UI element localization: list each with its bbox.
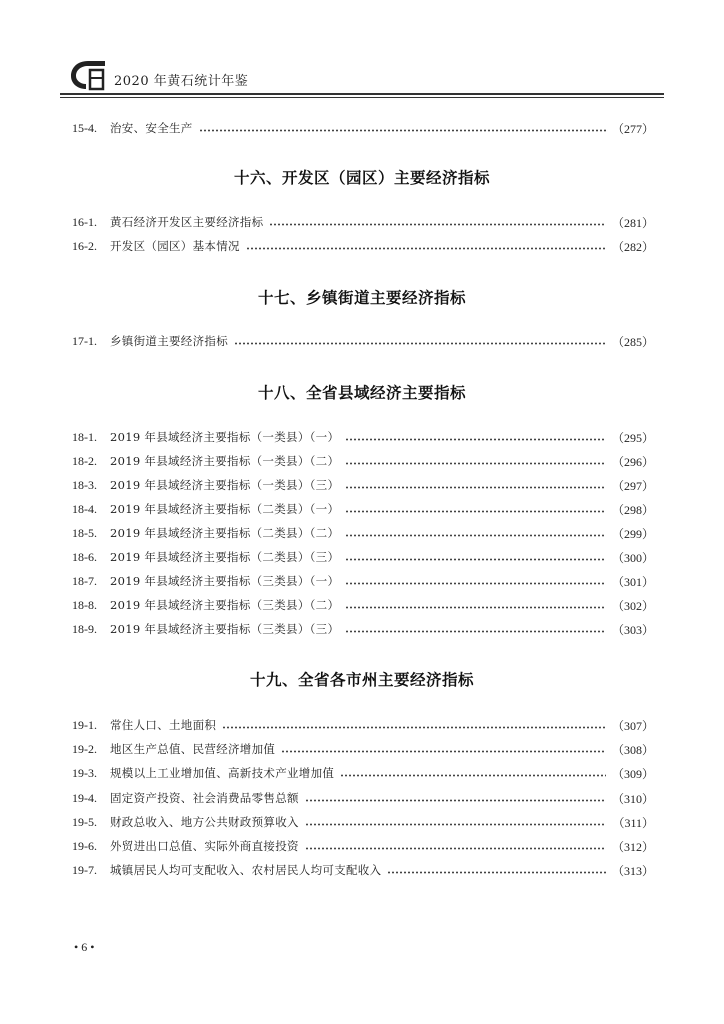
entry-page: （281） — [611, 215, 654, 230]
entry-title: 2019 年县域经济主要指标（一类县）（一） — [110, 430, 340, 444]
section-heading: 十九、全省各市州主要经济指标 — [249, 671, 474, 689]
dot-leader — [345, 510, 606, 513]
entry-number: 18-9. — [72, 621, 97, 636]
dot-leader — [345, 438, 606, 441]
dot-leader — [305, 799, 606, 802]
page-header — [60, 56, 664, 96]
yearbook-logo-icon — [68, 58, 108, 92]
entry-title: 2019 年县域经济主要指标（三类县）（一） — [110, 574, 340, 588]
entry-page: （277） — [611, 121, 654, 136]
entry-title: 2019 年县域经济主要指标（一类县）（三） — [110, 478, 340, 492]
dot-leader — [345, 582, 606, 585]
entry-number: 19-2. — [72, 741, 97, 756]
toc-entry[interactable] — [72, 813, 654, 831]
dot-leader — [305, 847, 606, 850]
entry-page: （307） — [611, 718, 654, 733]
entry-number: 18-5. — [72, 525, 97, 540]
toc-entry[interactable] — [72, 740, 654, 758]
header-rule — [60, 93, 664, 95]
entry-number: 19-6. — [72, 838, 97, 853]
toc-entry[interactable] — [72, 716, 654, 734]
entry-number: 19-3. — [72, 765, 97, 780]
entry-page: （301） — [611, 574, 654, 589]
entry-title: 治安、安全生产 — [110, 121, 193, 135]
entry-page: （308） — [611, 742, 654, 757]
dot-leader — [222, 726, 606, 729]
dot-leader — [345, 558, 606, 561]
dot-leader — [340, 774, 606, 777]
entry-page: （312） — [611, 839, 654, 854]
toc-entry[interactable] — [72, 861, 654, 879]
entry-title: 2019 年县域经济主要指标（二类县）（三） — [110, 550, 340, 564]
entry-page: （303） — [611, 622, 654, 637]
entry-title: 2019 年县域经济主要指标（一类县）（二） — [110, 454, 340, 468]
toc-entry[interactable] — [72, 548, 654, 566]
entry-page: （282） — [611, 239, 654, 254]
entry-title: 规模以上工业增加值、高新技术产业增加值 — [110, 766, 335, 780]
page-number: • 6 • — [74, 940, 95, 954]
toc-entry[interactable] — [72, 620, 654, 638]
toc-entry[interactable] — [72, 524, 654, 542]
entry-number: 17-1. — [72, 333, 97, 348]
toc-entry[interactable] — [72, 452, 654, 470]
entry-number: 19-7. — [72, 862, 97, 877]
entry-title: 2019 年县域经济主要指标（二类县）（二） — [110, 526, 340, 540]
entry-number: 18-4. — [72, 501, 97, 516]
dot-leader — [305, 823, 607, 826]
entry-title: 外贸进出口总值、实际外商直接投资 — [110, 839, 299, 853]
entry-title: 开发区（园区）基本情况 — [110, 239, 240, 253]
section-heading: 十八、全省县域经济主要指标 — [257, 384, 466, 402]
entry-title: 乡镇街道主要经济指标 — [110, 334, 228, 348]
entry-page: （296） — [611, 454, 654, 469]
toc-entry[interactable] — [72, 789, 654, 807]
entry-number: 18-7. — [72, 573, 97, 588]
toc-entry[interactable] — [72, 572, 654, 590]
entry-page: （313） — [611, 863, 654, 878]
entry-page: （302） — [611, 598, 654, 613]
toc-entry[interactable] — [72, 837, 654, 855]
entry-number: 16-2. — [72, 238, 97, 253]
dot-leader — [387, 871, 606, 874]
section-heading: 十七、乡镇街道主要经济指标 — [257, 289, 466, 307]
entry-number: 19-4. — [72, 790, 97, 805]
toc-entry[interactable] — [72, 213, 654, 231]
entry-title: 黄石经济开发区主要经济指标 — [110, 215, 264, 229]
entry-title: 常住人口、土地面积 — [110, 718, 217, 732]
entry-number: 16-1. — [72, 214, 97, 229]
dot-leader — [345, 606, 606, 609]
dot-leader — [281, 750, 606, 753]
entry-number: 19-1. — [72, 717, 97, 732]
entry-title: 固定资产投资、社会消费品零售总额 — [110, 791, 299, 805]
entry-number: 18-6. — [72, 549, 97, 564]
toc-entry[interactable] — [72, 596, 654, 614]
toc-entry[interactable] — [72, 332, 654, 350]
toc-entry[interactable] — [72, 237, 654, 255]
dot-leader — [199, 129, 606, 132]
dot-leader — [246, 247, 606, 250]
entry-page: （300） — [611, 550, 654, 565]
toc-entry[interactable] — [72, 500, 654, 518]
entry-title: 2019 年县域经济主要指标（三类县）（三） — [110, 622, 340, 636]
header-rule-thin — [60, 97, 664, 98]
entry-page: （310） — [611, 791, 654, 806]
entry-page: （299） — [611, 526, 654, 541]
entry-number: 18-8. — [72, 597, 97, 612]
entry-number: 18-2. — [72, 453, 97, 468]
toc-entry[interactable] — [72, 119, 654, 137]
entry-number: 18-3. — [72, 477, 97, 492]
entry-title: 财政总收入、地方公共财政预算收入 — [110, 815, 299, 829]
entry-page: （295） — [611, 430, 654, 445]
dot-leader — [345, 486, 606, 489]
entry-title: 2019 年县域经济主要指标（三类县）（二） — [110, 598, 340, 612]
toc-entry[interactable] — [72, 764, 654, 782]
running-title: 2020 年黄石统计年鉴 — [114, 74, 249, 89]
dot-leader — [345, 630, 606, 633]
entry-number: 18-1. — [72, 429, 97, 444]
dot-leader — [345, 462, 606, 465]
toc-entry[interactable] — [72, 428, 654, 446]
entry-title: 2019 年县域经济主要指标（二类县）（一） — [110, 502, 340, 516]
entry-number: 15-4. — [72, 120, 97, 135]
section-heading: 十六、开发区（园区）主要经济指标 — [233, 169, 490, 187]
toc-entry[interactable] — [72, 476, 654, 494]
entry-number: 19-5. — [72, 814, 97, 829]
entry-page: （311） — [612, 815, 654, 830]
entry-title: 地区生产总值、民营经济增加值 — [110, 742, 276, 756]
entry-page: （298） — [611, 502, 654, 517]
entry-title: 城镇居民人均可支配收入、农村居民人均可支配收入 — [110, 863, 382, 877]
entry-page: （285） — [611, 334, 654, 349]
entry-page: （309） — [611, 766, 654, 781]
entry-page: （297） — [611, 478, 654, 493]
dot-leader — [234, 342, 606, 345]
dot-leader — [269, 223, 606, 226]
dot-leader — [345, 534, 606, 537]
